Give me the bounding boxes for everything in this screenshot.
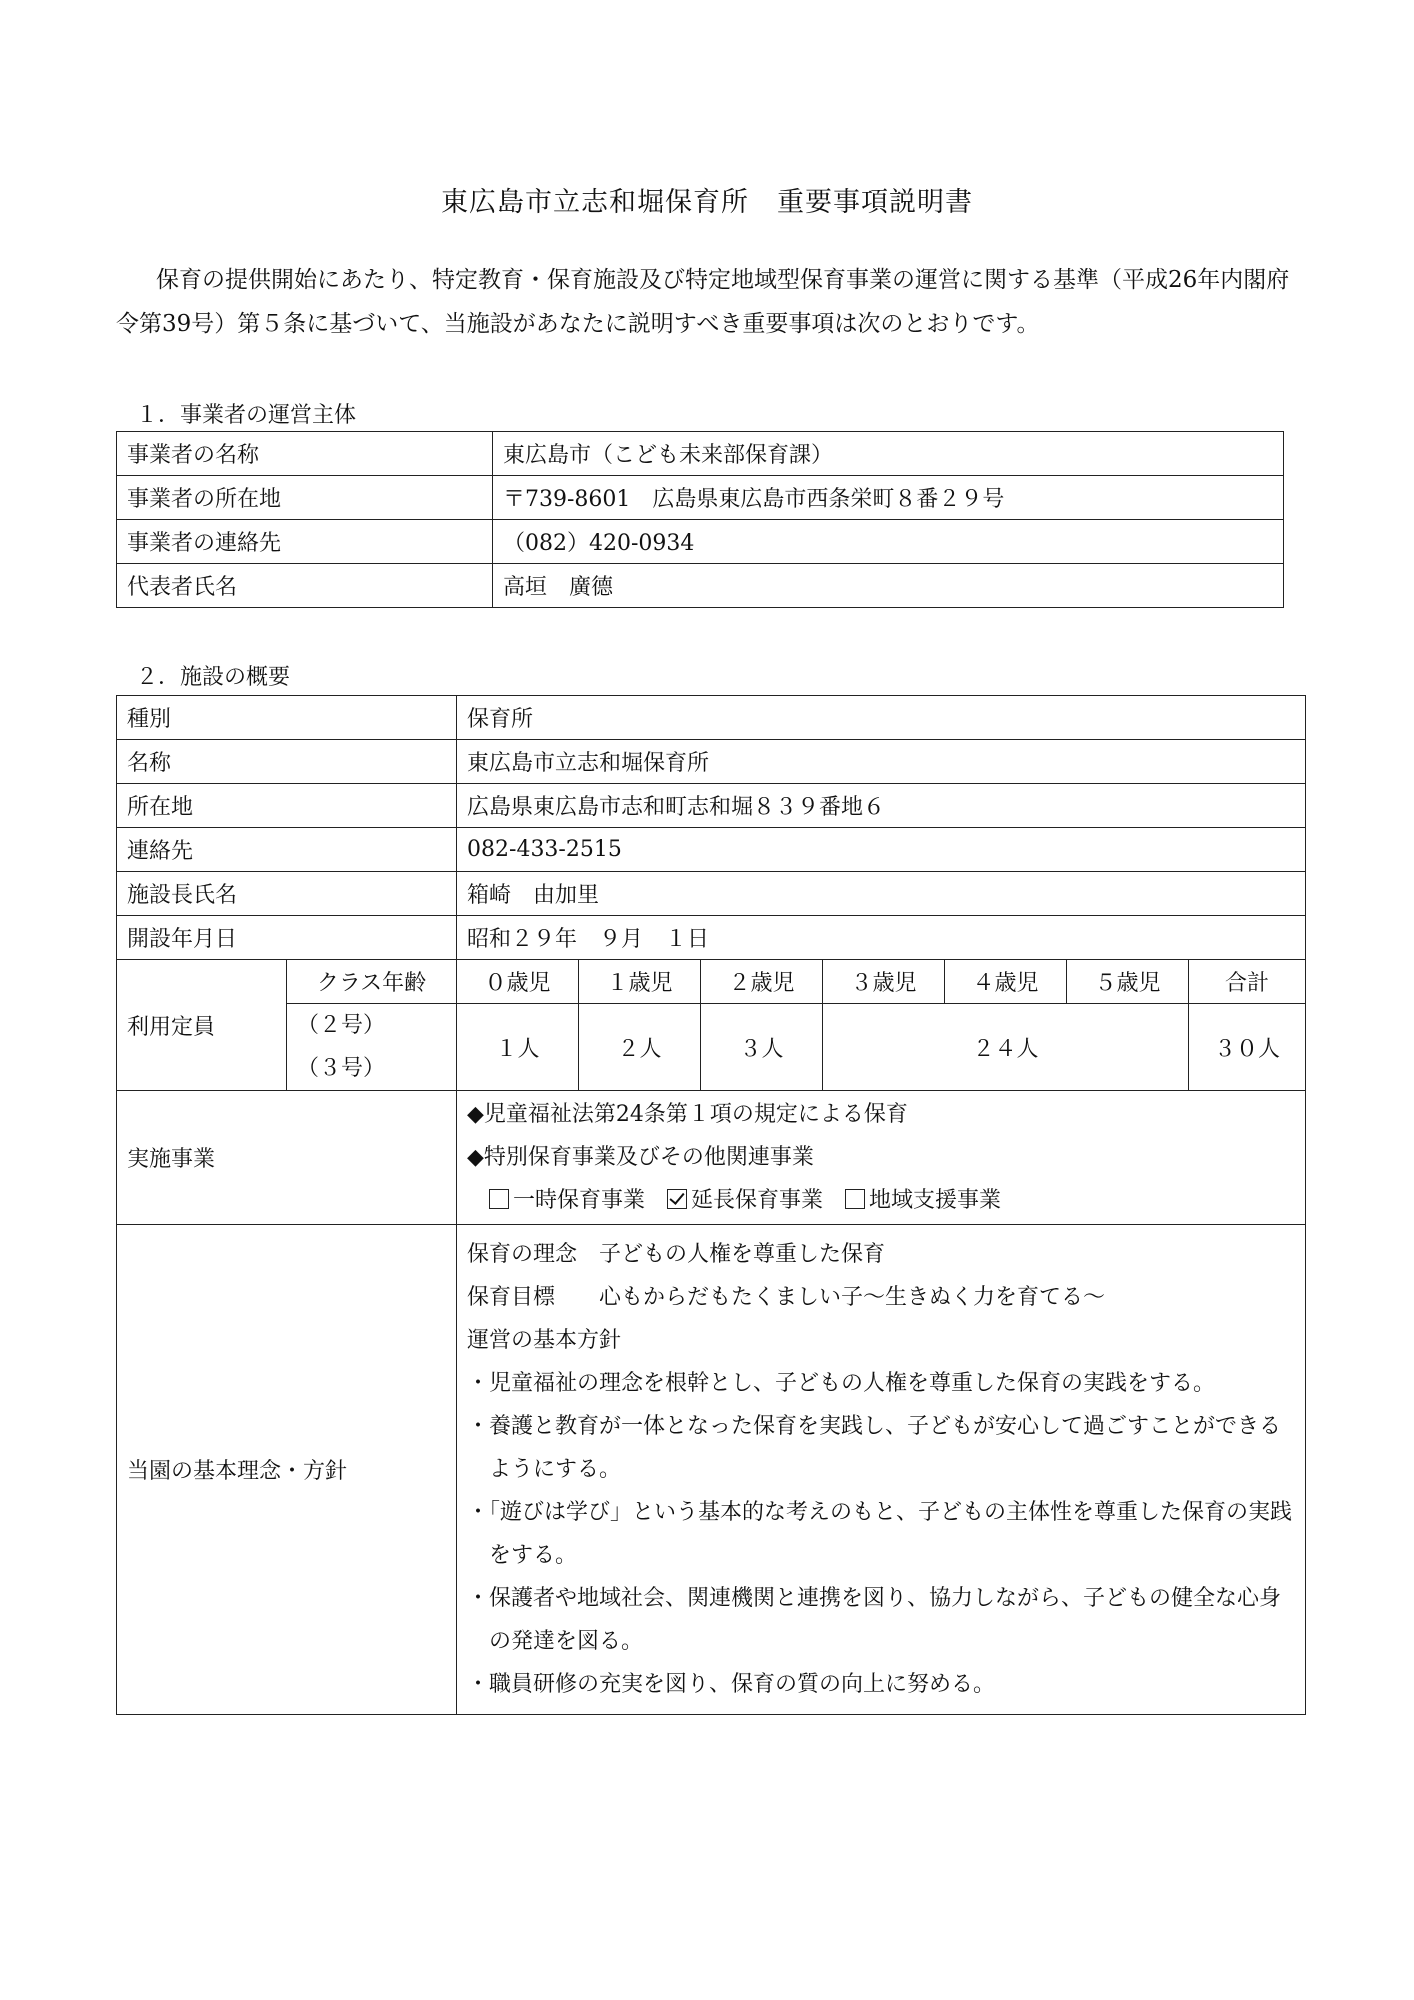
facility-contact-value: 082-433-2515	[457, 828, 1306, 872]
age2-header: ２歳児	[701, 960, 823, 1004]
total-count: ３０人	[1189, 1004, 1306, 1091]
table-row	[117, 476, 1284, 520]
policy-heading: 運営の基本方針	[467, 1328, 622, 1353]
goal-text: 心もからだもたくましい子～生きぬく力を育てる～	[599, 1285, 1106, 1310]
programs-label: 実施事業	[117, 1091, 457, 1225]
facility-address-label: 所在地	[117, 784, 457, 828]
table-row	[117, 1004, 1306, 1091]
program-line-2: ◆特別保育事業及びその他関連事業	[467, 1145, 814, 1170]
facility-name-value: 東広島市立志和堀保育所	[457, 740, 1306, 784]
table-row	[117, 1225, 1306, 1715]
section1-heading: １．事業者の運営主体	[136, 403, 357, 428]
age5-header: ５歳児	[1067, 960, 1189, 1004]
policy-item: ・「遊びは学び」という基本的な考えのもと、子どもの主体性を尊重した保育の実践をする。	[467, 1500, 1293, 1568]
table-row	[117, 520, 1284, 564]
opening-date-label: 開設年月日	[117, 916, 457, 960]
policy-item: ・保護者や地域社会、関連機関と連携を図り、協力しながら、子どもの健全な心身の発達を図る。	[467, 1586, 1282, 1654]
table-row	[117, 828, 1306, 872]
operator-name-value: 東広島市（こども未来部保育課）	[493, 432, 1284, 476]
document-title: 東広島市立志和堀保育所 重要事項説明書	[441, 187, 973, 218]
type-value: 保育所	[457, 696, 1306, 740]
table-row	[117, 960, 1306, 1004]
age2-count: ３人	[701, 1004, 823, 1091]
table-row	[117, 916, 1306, 960]
age0-header: ０歳児	[457, 960, 579, 1004]
program-options	[467, 1179, 1295, 1222]
philosophy-cell	[457, 1225, 1306, 1715]
table-row	[117, 432, 1284, 476]
age1-count: ２人	[579, 1004, 701, 1091]
age3-header: ３歳児	[823, 960, 945, 1004]
temporary-care-checkbox[interactable]	[489, 1189, 509, 1209]
capacity-type-cell	[287, 1004, 457, 1091]
type2-label: （２号）	[297, 1013, 386, 1038]
programs-cell	[457, 1091, 1306, 1225]
extended-care-label: 延長保育事業	[691, 1188, 824, 1213]
facility-address-value: 広島県東広島市志和町志和堀８３９番地６	[457, 784, 1306, 828]
intro-paragraph: 保育の提供開始にあたり、特定教育・保育施設及び特定地域型保育事業の運営に関する基準（平成26年内閣府令第39号）第５条に基づいて、当施設があなたに説明すべき重要事項は次のとおりです。	[116, 267, 1290, 337]
type-label: 種別	[117, 696, 457, 740]
table-row	[117, 740, 1306, 784]
program-line-1: ◆児童福祉法第24条第１項の規定による保育	[467, 1102, 908, 1127]
operator-contact-value: （082）420-0934	[493, 520, 1284, 564]
goal-line	[467, 1276, 1297, 1319]
table-row	[117, 1091, 1306, 1225]
representative-label: 代表者氏名	[117, 564, 493, 608]
operator-table	[116, 431, 1284, 608]
age3-5-count: ２４人	[823, 1004, 1189, 1091]
table-row	[117, 872, 1306, 916]
total-header: 合計	[1189, 960, 1306, 1004]
age4-header: ４歳児	[945, 960, 1067, 1004]
operator-contact-label: 事業者の連絡先	[117, 520, 493, 564]
principle-line	[467, 1233, 1297, 1276]
philosophy-label: 当園の基本理念・方針	[117, 1225, 457, 1715]
capacity-label: 利用定員	[117, 960, 287, 1091]
policy-item: ・職員研修の充実を図り、保育の質の向上に努める。	[467, 1672, 996, 1697]
operator-name-label: 事業者の名称	[117, 432, 493, 476]
facility-contact-label: 連絡先	[117, 828, 457, 872]
director-value: 箱崎 由加里	[457, 872, 1306, 916]
type3-label: （３号）	[297, 1056, 386, 1081]
facility-name-label: 名称	[117, 740, 457, 784]
opening-date-value: 昭和２９年 ９月 １日	[457, 916, 1306, 960]
class-age-label: クラス年齢	[287, 960, 457, 1004]
representative-value: 高垣 廣德	[493, 564, 1284, 608]
section2-heading: ２．施設の概要	[136, 665, 291, 690]
facility-table	[116, 695, 1306, 1715]
community-support-label: 地域支援事業	[869, 1188, 1002, 1213]
principle-label: 保育の理念	[467, 1242, 578, 1267]
table-row	[117, 784, 1306, 828]
policy-item: ・児童福祉の理念を根幹とし、子どもの人権を尊重した保育の実践をする。	[467, 1371, 1216, 1396]
extended-care-checkbox[interactable]	[667, 1189, 687, 1209]
operator-address-value: 〒739-8601 広島県東広島市西条栄町８番２９号	[493, 476, 1284, 520]
temporary-care-label: 一時保育事業	[513, 1188, 646, 1213]
age0-count: １人	[457, 1004, 579, 1091]
goal-label: 保育目標	[467, 1285, 556, 1310]
age1-header: １歳児	[579, 960, 701, 1004]
principle-text: 子どもの人権を尊重した保育	[599, 1242, 886, 1267]
table-row	[117, 696, 1306, 740]
community-support-checkbox[interactable]	[845, 1189, 865, 1209]
table-row	[117, 564, 1284, 608]
policy-item: ・養護と教育が一体となった保育を実践し、子どもが安心して過ごすことができるようにする。	[467, 1414, 1282, 1482]
director-label: 施設長氏名	[117, 872, 457, 916]
operator-address-label: 事業者の所在地	[117, 476, 493, 520]
